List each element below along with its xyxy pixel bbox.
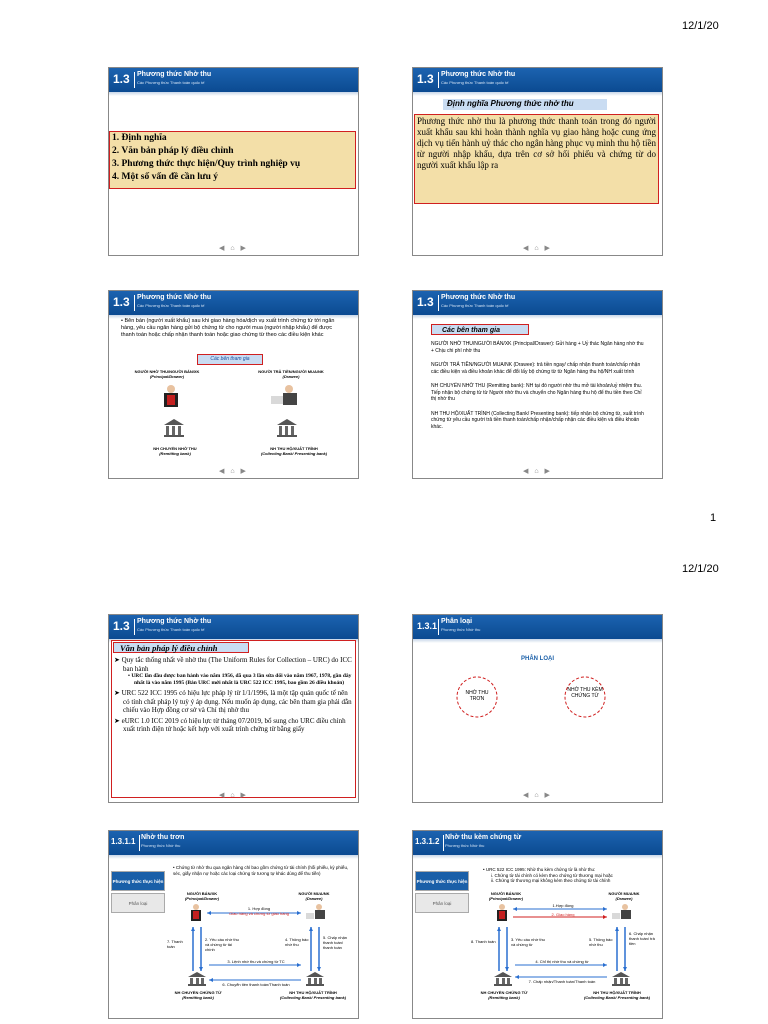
outline-item: 3. Phương thức thực hiện/Quy trình nghiệp vụ xyxy=(112,159,301,169)
legal-bullet: ➤ URC 522 ICC 1995 có hiệu lực pháp lý từ 1/1/1996, là một tập quán quốc tế nên có tính chất pháp lý tuỳ ý áp dụng. Nếu muốn áp dụng, các bên tham gia phải dẫn chiếu vào Hợp đồng cơ sở và Chỉ thị nhờ thu xyxy=(114,689,352,714)
slide-title: Phương thức Nhờ thu xyxy=(441,71,516,78)
parties-badge: Các bên tham gia xyxy=(431,324,529,335)
party-name: NH THU HỘ/XUẤT TRÌNH xyxy=(593,990,641,995)
collecting-bank-label xyxy=(269,990,357,1000)
flow-step: 8. Thanh toán xyxy=(471,939,496,944)
page-number: 1 xyxy=(710,512,717,524)
documentary-collection-label: NHỜ THU KÈM CHỨNG TỪ xyxy=(567,687,603,699)
slide-title: Phân loại xyxy=(441,618,473,625)
flow-step: 4. Thông báo nhờ thu xyxy=(285,937,309,947)
slide-header xyxy=(109,291,358,315)
sidebar-item-process[interactable]: Phương thức thực hiện xyxy=(415,871,469,891)
flow-step: 7. Thanh toán xyxy=(167,939,183,949)
slide-7-clean-collection xyxy=(108,830,359,1019)
collecting-bank-icon xyxy=(611,971,631,987)
slide-subtitle: Phương thức Nhờ thu xyxy=(445,843,485,848)
party-role: (Principal/Drawer) xyxy=(149,374,185,379)
party-role: (Principal/Drawer) xyxy=(184,896,220,901)
flow-step: 3. Lệnh nhờ thu và chứng từ TC xyxy=(227,959,285,964)
bullet-content: Chứng từ nhờ thu qua ngân hàng chỉ bao gồm chứng từ tài chính (hối phiếu, kỳ phiếu, séc, giấy nhận nợ hoặc các loại chứng từ tương tự khác dùng để thu tiền) xyxy=(173,865,349,876)
sidebar-item-process[interactable]: Phương thức thực hiện xyxy=(111,871,165,891)
page-date-top: 12/1/20 xyxy=(682,20,719,32)
party-name: NGƯỜI TRẢ TIỀN/NGƯỜI MUA/NK xyxy=(258,369,324,374)
section-number: 1.3 xyxy=(113,72,130,86)
flow-step: 3. Yêu cầu nhờ thu và chứng từ xyxy=(511,937,545,947)
slide-title: Phương thức Nhờ thu xyxy=(137,71,212,78)
slide-nav[interactable]: ◀ ⌂ ▶ xyxy=(523,245,552,252)
seller-label xyxy=(127,369,207,379)
flow-step: 4. Chỉ thị nhờ thu và chứng từ xyxy=(535,959,589,964)
flow-step: 6. Chấp nhận thanh toán/ trả tiền xyxy=(629,931,655,946)
outline-item: 1. Định nghĩa xyxy=(112,133,167,143)
section-number: 1.3 xyxy=(113,619,130,633)
slide-header xyxy=(413,291,662,315)
slide-title: Phương thức Nhờ thu xyxy=(137,294,212,301)
bullet-text: • Chứng từ nhờ thu qua ngân hàng chỉ bao gồm chứng từ tài chính (hối phiếu, kỳ phiếu, séc, giấy nhận nợ hoặc các loại chứng từ tương tự khác dùng để thu tiền) xyxy=(173,865,349,876)
party-role: (Drawee) xyxy=(282,374,300,379)
slide-header xyxy=(413,68,662,92)
party-description: NGƯỜI NHỜ THU/NGƯỜI BÁN/XK (Principal/Drawer): Gửi hàng + Uỷ thác Ngân hàng nhờ thu + Chịu chi phí nhờ thu xyxy=(431,341,644,354)
bullet-content: ii. Chứng từ thương mại không kèm theo chứng từ tài chính xyxy=(491,878,611,883)
party-role: (Drawee) xyxy=(615,896,633,901)
slide-subtitle: Phương thức Nhờ thu xyxy=(141,843,181,848)
party-name: NGƯỜI MUA/NK xyxy=(608,891,640,896)
slide-subtitle: Các Phương thức Thanh toán quốc tế xyxy=(137,80,205,85)
legal-bullets xyxy=(114,656,352,734)
slide-nav[interactable]: ◀ ⌂ ▶ xyxy=(219,792,248,799)
party-name: NH CHUYỂN NHỜ THU xyxy=(153,446,197,451)
remitting-bank-label xyxy=(469,990,539,1000)
party-name: NGƯỜI BÁN/XK xyxy=(490,891,522,896)
legal-subbullet: • URC lần đầu được ban hành vào năm 1956, đã qua 3 lần sửa đổi vào năm 1967, 1978, gần đây nhất là vào năm 1995 (Bản URC mới nhất là URC 522 ICC 1995, bao gồm 26 điều khoản) xyxy=(128,673,352,686)
legal-heading: Văn bản pháp lý điều chỉnh xyxy=(113,642,249,653)
definition-body: Phương thức nhờ thu là phương thức thanh toán trong đó người xuất khẩu sau khi hoàn thành nghĩa vụ giao hàng hoặc cung ứng dịch vụ tiến hành uỷ thác cho ngân hàng phục vụ mình thu hộ tiền từ người nhập khẩu, dựa trên cơ sở hối phiếu và chứng từ do người xuất khẩu lập ra xyxy=(414,114,659,204)
party-role: (Principal/Drawer) xyxy=(488,896,524,901)
slide-nav[interactable]: ◀ ⌂ ▶ xyxy=(219,245,248,252)
party-name: NH CHUYỂN CHỨNG TỪ xyxy=(480,990,528,995)
page-date-bottom: 12/1/20 xyxy=(682,563,719,575)
slide-title: Nhờ thu trơn xyxy=(141,834,185,841)
slide-title: Phương thức Nhờ thu xyxy=(441,294,516,301)
remitting-bank-icon xyxy=(493,971,513,987)
slide-subtitle: Các Phương thức Thanh toán quốc tế xyxy=(137,303,205,308)
party-name: NGƯỜI BÁN/XK xyxy=(186,891,218,896)
party-name: NH THU HỘ/XUẤT TRÌNH xyxy=(289,990,337,995)
legal-bullet: ➤ Quy tắc thống nhất về nhờ thu (The Uniform Rules for Collection – URC) do ICC ban hành xyxy=(114,656,352,673)
party-role: (Drawee) xyxy=(305,896,323,901)
party-role: (Collecting Bank/ Presenting bank) xyxy=(279,995,347,1000)
party-role: (Remitting bank) xyxy=(182,995,214,1000)
slide-subtitle: Các Phương thức Thanh toán quốc tế xyxy=(441,80,509,85)
slide-8-documentary-collection xyxy=(412,830,663,1019)
flow-step: 7. Chấp nhận/Thanh toán/Thanh toán xyxy=(528,979,596,984)
bullet-content: Quy tắc thống nhất về nhờ thu (The Uniform Rules for Collection – URC) do ICC ban hành xyxy=(121,656,352,673)
slide-1-outline xyxy=(108,67,359,256)
remitting-bank-label xyxy=(135,446,215,456)
collecting-bank-icon xyxy=(276,418,298,438)
party-name: NGƯỜI NHỜ THU/NGƯỜI BÁN/XK xyxy=(134,369,200,374)
slide-subtitle: Các Phương thức Thanh toán quốc tế xyxy=(137,627,205,632)
slide-3-parties xyxy=(108,290,359,479)
party-role: (Remitting bank) xyxy=(159,451,191,456)
collecting-bank-label xyxy=(239,446,349,456)
section-number: 1.3.1.1 xyxy=(111,837,136,846)
section-number: 1.3 xyxy=(417,295,434,309)
party-name: NGƯỜI MUA/NK xyxy=(298,891,330,896)
outline-list xyxy=(109,131,356,189)
flow-step: 5. Thông báo nhờ thu xyxy=(589,937,613,947)
slide-5-legal xyxy=(108,614,359,803)
party-role: (Collecting Bank/ Presenting bank) xyxy=(583,995,651,1000)
flow-step: 5. Chấp nhận thanh toán/ thanh toán xyxy=(323,935,348,950)
flow-step: 6. Chuyển tiền thanh toán/Thanh toán xyxy=(222,982,290,987)
section-number: 1.3 xyxy=(113,295,130,309)
bullet-text: • Bên bán (người xuất khẩu) sau khi giao hàng hóa/dịch vụ xuất trình chứng từ tới ngân hàng, yêu cầu ngân hàng gửi bộ chứng từ cho người mua (người nhập khẩu) để được thanh toán hoặc chấp nhận thanh toán hoặc giao chứng từ theo các điều kiện khác xyxy=(121,318,335,338)
buyer-person-icon xyxy=(269,384,301,406)
slide-nav[interactable]: ◀ ⌂ ▶ xyxy=(523,468,552,475)
flow-step: 1.Hợp đồng xyxy=(552,903,574,908)
sidebar-item-classification[interactable]: Phân loại xyxy=(111,893,165,913)
section-number: 1.3.1 xyxy=(417,621,438,631)
slide-4-parties-detail xyxy=(412,290,663,479)
bullet-content: eURC 1.0 ICC 2019 có hiệu lực từ tháng 07/2019, bổ sung cho URC điều chỉnh xuất trình điện tử hoặc kết hợp với xuất trình chứng từ bằng giấy xyxy=(121,716,346,733)
bullet-content: URC lần đầu được ban hành vào năm 1956, đã qua 3 lần sửa đổi vào năm 1967, 1978, gần đây nhất là vào năm 1995 (Bản URC mới nhất là URC 522 ICC 1995, bao gồm 26 điều khoản) xyxy=(131,673,352,686)
party-role: (Collecting Bank/ Presenting bank) xyxy=(260,451,328,456)
flow-step xyxy=(229,906,289,916)
flow-step: 2. Giao hàng xyxy=(551,912,575,917)
slide-2-definition xyxy=(412,67,663,256)
party-description: NH THU HỘ/XUẤT TRÌNH (Collecting Bank/ Presenting bank): tiếp nhận bộ chứng từ, xuất trình chứng từ yêu cầu người trả tiền thanh toán/chấp nhận/chấp nhận các điều kiện và điều khoản khác. xyxy=(431,410,644,430)
bullet-content: i. Chứng từ tài chính có kèm theo chứng từ thương mại hoặc xyxy=(491,872,613,878)
slide-nav[interactable]: ◀ ⌂ ▶ xyxy=(219,468,248,475)
clean-collection-label: NHỜ THU TRƠN xyxy=(465,690,489,702)
outline-item: 2. Văn bản pháp lý điều chỉnh xyxy=(112,146,234,156)
definition-heading: Định nghĩa Phương thức nhờ thu xyxy=(443,99,607,110)
slide-subtitle: Các Phương thức Thanh toán quốc tế xyxy=(441,303,509,308)
slide-title: Phương thức Nhờ thu xyxy=(137,618,212,625)
party-name: NH CHUYỂN CHỨNG TỪ xyxy=(174,990,222,995)
slide-subtitle: Phương thức Nhờ thu xyxy=(441,627,481,632)
bullet-content: URC 522 ICC 1995 có hiệu lực pháp lý từ 1/1/1996, là một tập quán quốc tế nên có tính chất pháp lý tuỳ ý áp dụng. Nếu muốn áp dụng, các bên tham gia phải dẫn chiếu vào Hợp đồng cơ sở và Chỉ thị nhờ thu xyxy=(121,689,352,714)
slide-header xyxy=(109,68,358,92)
collecting-bank-icon xyxy=(305,971,325,987)
step-label: 1. Hợp đồng xyxy=(247,906,271,911)
legal-bullet: ➤ eURC 1.0 ICC 2019 có hiệu lực từ tháng 07/2019, bổ sung cho URC điều chỉnh xuất trình điện tử hoặc kết hợp với xuất trình chứng từ bằng giấy xyxy=(114,716,346,733)
slide-header xyxy=(109,615,358,639)
party-description: NGƯỜI TRẢ TIỀN/NGƯỜI MUA/NK (Drawee): trả tiền ngay/ chấp nhận thanh toán/chấp nhận các điều kiện và điều khoản khác để đổi lấy bộ chứng từ từ Ngân hàng thu hộ/NH xuất trình xyxy=(431,362,641,375)
collecting-bank-label xyxy=(573,990,661,1000)
buyer-label xyxy=(241,369,341,379)
remitting-bank-label xyxy=(163,990,233,1000)
step-label: Giao hàng và chứng từ giao hàng xyxy=(229,911,289,916)
section-number: 1.3.1.2 xyxy=(415,837,440,846)
bullet-text: • URC 522 ICC 1995: Nhờ thu kèm chứng từ là nhờ thu: i. Chứng từ tài chính có kèm theo chứng từ thương mại hoặc ii. Chứng từ thương mại không kèm theo chứng từ tài chính xyxy=(483,867,658,884)
outline-item: 4. Một số vấn đề cần lưu ý xyxy=(112,172,218,182)
slide-header xyxy=(413,615,662,639)
slide-6-classification xyxy=(412,614,663,803)
classification-heading: PHÂN LOẠI xyxy=(521,656,554,662)
party-description: NH CHUYỂN NHỜ THU (Remitting bank): NH tại đó người nhờ thu mở tài khoản/uỷ nhiệm thu. Tiếp nhận bộ chứng từ từ Người nhờ thu và chuyển cho Ngân hàng thu hộ để thu tiền theo Chỉ thị nhờ thu xyxy=(431,383,643,402)
bullet-content: URC 522 ICC 1995: Nhờ thu kèm chứng từ là nhờ thu: xyxy=(485,867,596,872)
party-role: (Remitting bank) xyxy=(488,995,520,1000)
slide-title: Nhờ thu kèm chứng từ xyxy=(445,834,522,841)
remitting-bank-icon xyxy=(187,971,207,987)
parties-descriptions xyxy=(431,341,644,430)
seller-person-icon xyxy=(161,384,181,410)
remitting-bank-icon xyxy=(163,418,185,438)
party-name: NH THU HỘ/XUẤT TRÌNH xyxy=(270,446,318,451)
slide-nav[interactable]: ◀ ⌂ ▶ xyxy=(523,792,552,799)
section-number: 1.3 xyxy=(417,72,434,86)
bullet-content: Bên bán (người xuất khẩu) sau khi giao hàng hóa/dịch vụ xuất trình chứng từ tới ngân hàng, yêu cầu ngân hàng gửi bộ chứng từ cho người mua (người nhập khẩu) để được thanh toán hoặc chấp nhận thanh toán hoặc giao chứng từ theo các điều kiện khác xyxy=(121,318,335,338)
sidebar-item-classification[interactable]: Phân loại xyxy=(415,893,469,913)
flow-step: 2. Yêu cầu nhờ thu và chứng từ tài chính xyxy=(205,937,239,952)
parties-badge: Các bên tham gia xyxy=(197,354,263,365)
